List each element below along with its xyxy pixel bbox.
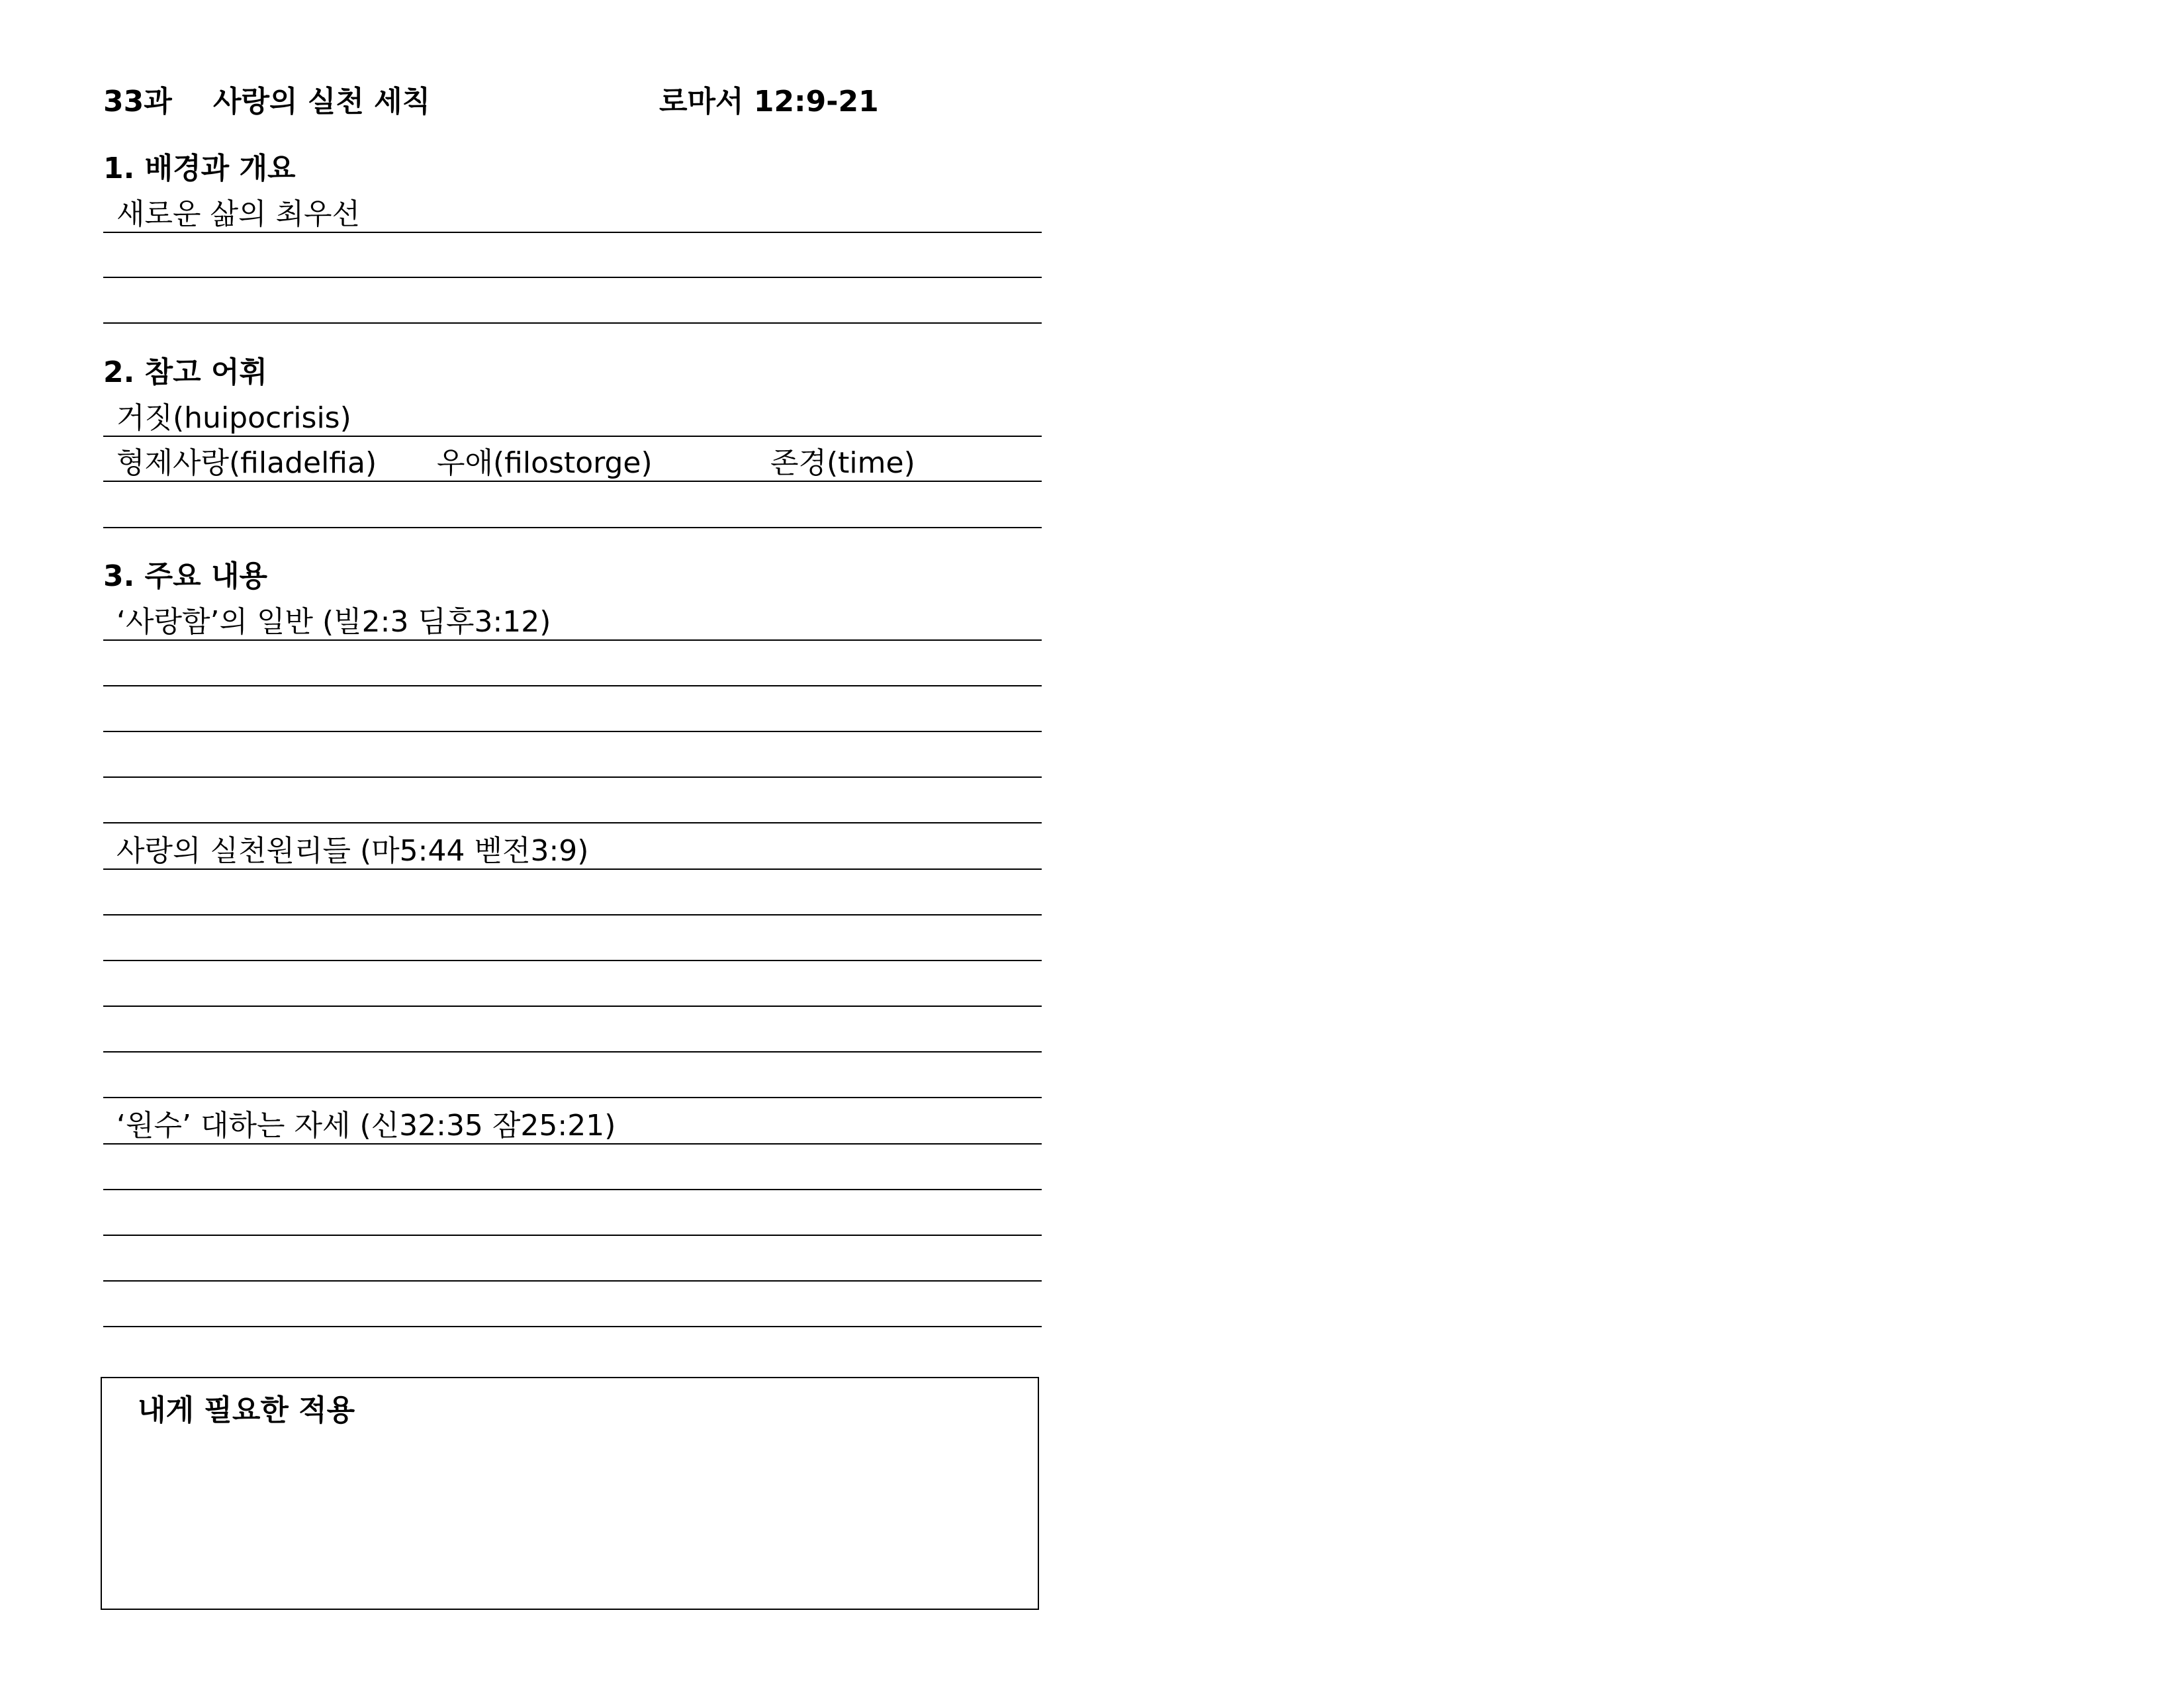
writing-line bbox=[103, 822, 1042, 823]
writing-line bbox=[103, 527, 1042, 528]
prompt-enemy-attitude: ‘원수’ 대하는 자세 (신32:35 잠25:21) bbox=[116, 1109, 616, 1143]
writing-line bbox=[103, 685, 1042, 686]
writing-line bbox=[103, 1235, 1042, 1236]
writing-line bbox=[103, 436, 1042, 437]
writing-line bbox=[103, 1326, 1042, 1327]
prompt-love-principles: 사랑의 실천원리들 (마5:44 벧전3:9) bbox=[116, 834, 589, 868]
prompt-love-general: ‘사랑함’의 일반 (빌2:3 딤후3:12) bbox=[116, 605, 551, 639]
lesson-title: 사랑의 실천 세칙 bbox=[213, 85, 431, 118]
vocab-term-hypocrisy: 거짓(huipocrisis) bbox=[116, 401, 351, 435]
writing-line bbox=[103, 322, 1042, 324]
vocab-term-time: 존경(time) bbox=[770, 446, 915, 480]
vocab-term-philostorge: 우애(filostorge) bbox=[437, 446, 653, 480]
writing-line bbox=[103, 731, 1042, 732]
writing-line bbox=[103, 914, 1042, 915]
writing-line bbox=[103, 776, 1042, 778]
writing-line bbox=[103, 960, 1042, 961]
writing-line bbox=[103, 1051, 1042, 1053]
writing-line bbox=[103, 1143, 1042, 1145]
section-heading-vocabulary: 2. 참고 어휘 bbox=[103, 355, 267, 389]
writing-line bbox=[103, 232, 1042, 233]
section-heading-main-content: 3. 주요 내용 bbox=[103, 559, 267, 593]
writing-line bbox=[103, 1006, 1042, 1007]
application-box bbox=[101, 1377, 1039, 1610]
writing-line bbox=[103, 639, 1042, 641]
section-heading-background: 1. 배경과 개요 bbox=[103, 152, 296, 185]
writing-line bbox=[103, 1097, 1042, 1098]
scripture-reference: 로마서 12:9-21 bbox=[659, 85, 879, 118]
lesson-number: 33과 bbox=[103, 85, 172, 118]
writing-line bbox=[103, 481, 1042, 482]
writing-line bbox=[103, 1280, 1042, 1282]
writing-line bbox=[103, 277, 1042, 278]
writing-line bbox=[103, 1189, 1042, 1190]
prompt-priority: 새로운 삶의 최우선 bbox=[116, 197, 361, 231]
writing-line bbox=[103, 868, 1042, 870]
application-box-title: 내게 필요한 적용 bbox=[138, 1393, 355, 1427]
vocab-term-philadelphia: 형제사랑(filadelfia) bbox=[116, 446, 377, 480]
